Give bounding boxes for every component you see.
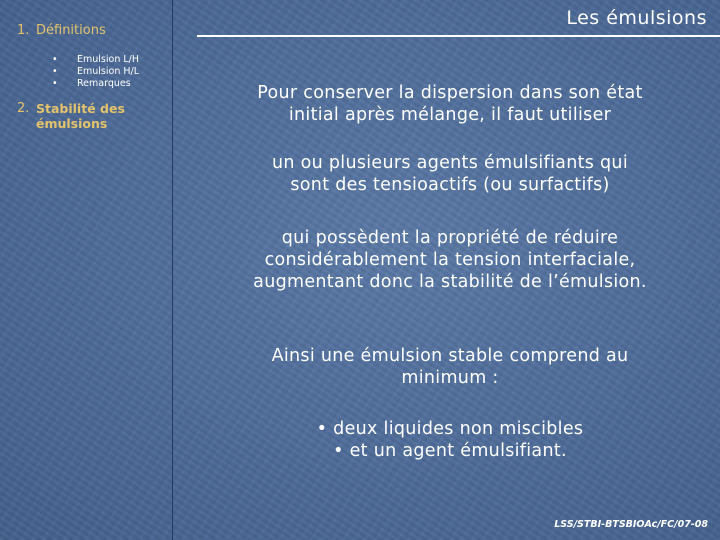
text-line: un ou plusieurs agents émulsifiants qui: [271, 153, 628, 173]
text-line: augmentant donc la stabilité de l’émulsion.: [253, 272, 647, 292]
paragraph-stable-emulsion: [190, 345, 710, 389]
list-item: • et un agent émulsifiant.: [333, 441, 567, 461]
slide-footer: LSS/STBI-BTSBIOAc/FC/07-08: [554, 519, 708, 530]
text-line: Ainsi une émulsion stable comprend au: [271, 346, 629, 366]
bullet-icon: •: [52, 78, 58, 89]
slide-title: Les émulsions: [566, 7, 707, 29]
paragraph-interfacial-tension: [190, 227, 710, 293]
text-line: Pour conserver la dispersion dans son état: [257, 83, 643, 103]
title-underline: [197, 35, 720, 37]
outline-item-label: [36, 101, 125, 131]
outline-item-number: 1.: [17, 23, 30, 38]
text-line: sont des tensioactifs (ou surfactifs): [290, 175, 610, 195]
outline-item-label-line1: Stabilité des: [36, 101, 125, 116]
outline-divider: [172, 0, 173, 540]
bullet-list-components: [190, 418, 710, 462]
text-line: considérablement la tension interfaciale,: [264, 250, 636, 270]
bullet-icon: •: [52, 66, 58, 77]
outline-subitem-label: Emulsion H/L: [77, 66, 139, 77]
paragraph-dispersion: [190, 82, 710, 126]
outline-item-number: 2.: [17, 101, 30, 116]
outline-subitem-label: Remarques: [77, 78, 131, 89]
outline-item-label: Définitions: [36, 23, 106, 38]
outline-item-label-line2: émulsions: [36, 116, 108, 131]
text-line: initial après mélange, il faut utiliser: [288, 105, 612, 125]
list-item: • deux liquides non miscibles: [316, 419, 584, 439]
text-line: minimum :: [401, 368, 499, 388]
bullet-icon: •: [52, 54, 58, 65]
text-line: qui possèdent la propriété de réduire: [281, 228, 619, 248]
paragraph-emulsifying-agents: [190, 152, 710, 196]
outline-subitem-label: Emulsion L/H: [77, 54, 139, 65]
